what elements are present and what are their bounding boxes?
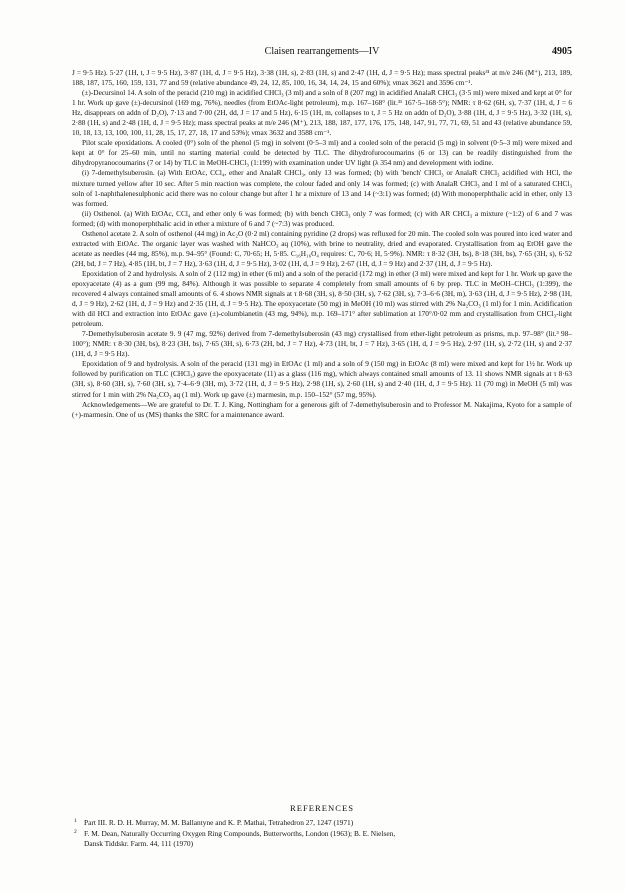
paragraph-osthenol-acetate: Osthenol acetate 2. A soln of osthenol (44 mg) in Ac₂O (0·2 ml) containing pyridine (2 drops) was refluxed for 20 min. The cooled soln was poured into iced water and extracted with EtOAc. The organic layer was washed with NaHCO₃ aq (10%), with brine to neutrality, dried and evaporated. Crystallisation from aq EtOH gave the acetate as needles (44 mg, 85%), m.p. 94–95° (Found: C, 70·65; H, 5·85. C₁₆H₁₆O₄ requires: C, 70·6; H, 5·9%). NMR: τ 8·32 (3H, bs), 8·18 (3H, bs), 7·65 (3H, s), 6·52 (2H, bd, J = 7 Hz), 4·85 (1H, bt, J = 7 Hz), 3·63 (1H, d, J = 9·5 Hz), 3·02 (1H, d, J = 9 Hz), 2·67 (1H, d, J = 9 Hz) and 2·37 (1H, d, J = 9·5 Hz). [72, 228, 572, 268]
paragraph-decursinol: (±)-Decursinol 14. A soln of the peracid (210 mg) in acidified CHCl₃ (3 ml) and a soln of 8 (207 mg) in acidified AnalaR CHCl₃ (3·5 ml) were mixed and kept at 0° for 1 hr. Work up gave (±)-decursinol (169 mg, 76%), needles (from EtOAc-light petroleum), m.p. 167–168° (lit.³¹ 167·5–168·5°); NMR: τ 8·62 (6H, s), 7·37 (1H, d, J = 6 Hz, disappears on addn of D₂O), 7·13 and 7·00 (2H, dd, J = 17 and 5 Hz), 6·15 (1H, m, collapses to t, J = 5 Hz on addn of D₂O), 3·88 (1H, d, J = 9·5 Hz), 3·32 (1H, s), 2·88 (1H, s) and 2·48 (1H, d, J = 9·5 Hz); mass spectral peaks at m/e 246 (M⁺), 213, 188, 187, 177, 176, 175, 148, 147, 91, 77, 71, 69, 51 and 43 (relative abundance 59, 10, 18, 13, 13, 100, 100, 11, 28, 15, 17, 27, 18, 17 and 53%); νmax 3632 and 3588 cm⁻¹. [72, 88, 572, 138]
running-title: Claisen rearrangements—IV [264, 46, 380, 57]
reference-continuation: Dansk Tiddskr. Farm. 44, 111 (1970) [84, 839, 194, 848]
references-list [72, 818, 572, 850]
page-number: 4905 [552, 46, 572, 57]
reference-text: F. M. Dean, Naturally Occurring Oxygen Ring Compounds, Butterworths, London (1963); B. E. Nielsen, [84, 828, 396, 838]
reference-number: 1 [74, 818, 77, 824]
paragraph-suberosin-acetate: 7-Demethylsuberosin acetate 9. 9 (47 mg, 92%) derived from 7-demethylsuberosin (43 mg) crystallised from ether-light petroleum as prisms, m.p. 97–98° (lit.³ 98–100°); NMR: τ 8·30 (3H, bs), 8·23 (3H, bs), 7·65 (3H, s), 6·73 (2H, bd, J = 7 Hz), 4·73 (1H, bt, J = 7 Hz), 3·65 (1H, d, J = 9·5 Hz), 2·97 (1H, s), 2·72 (1H, s) and 2·37 (1H, d, J = 9·5 Hz). [72, 329, 572, 359]
paragraph-osthenol: (ii) Osthenol. (a) With EtOAc, CCl₄ and ether only 6 was formed; (b) with bench CHCl₃ only 7 was formed; (c) with AR CHCl₃ a mixture (~1:2) of 6 and 7 was formed; (d) with monoperphthalic acid in ether a mixture of 6 and 7 (~7:3) was produced. [72, 208, 572, 228]
paragraph-pilot-scale: Pilot scale epoxidations. A cooled (0°) soln of the phenol (5 mg) in solvent (0·5–3 ml) and a cooled soln of the peracid (5 mg) in solvent (0·5–3 ml) were mixed and kept at 0° for 25–60 min, until no starting material could be detected by TLC. The dihydrofurocoumarins (6 or 13) can be readily distinguished from the dihydropyranocoumarins (7 or 14) by TLC in MeOH-CHCl₃ (1:199) with examination under UV light (λ 354 nm) and development with iodine. [72, 138, 572, 168]
reference-text: Part III. R. D. H. Murray, M. M. Ballantyne and K. P. Mathai, Tetrahedron 27, 1247 (1971) [84, 818, 354, 827]
page-header [72, 46, 572, 60]
paragraph-epoxidation-9: Epoxidation of 9 and hydrolysis. A soln of the peracid (131 mg) in EtOAc (1 ml) and a soln of 9 (150 mg) in EtOAc (8 ml) were mixed and kept for 1½ hr. Work up followed by purification on TLC (CHCl₃) gave the epoxyacetate (11) as a glass (116 mg), which always contained small amounts of 13. 11 shows NMR signals at τ 8·63 (3H, s), 8·60 (3H, s), 7·60 (3H, s), 7·4–6·9 (3H, m), 3·72 (1H, d, J = 9·5 Hz), 2·98 (1H, s), 2·60 (1H, s) and 2·40 (1H, d, J = 9·5 Hz). 11 (70 mg) in MeOH (5 ml) was stirred for 1 min with 2% Na₂CO₃ aq (1 ml). Work up gave (±) marmesin, m.p. 150–152° (57 mg, 95%). [72, 359, 572, 399]
references-heading: REFERENCES [290, 803, 354, 813]
paragraph-epoxidation-2: Epoxidation of 2 and hydrolysis. A soln of 2 (112 mg) in ether (6 ml) and a soln of the peracid (172 mg) in ether (3 ml) were mixed and kept for 1 hr. Work up gave the epoxyacetate (4) as a gum (99 mg, 84%). Although it was possible to separate 4 completely from small amounts of 6 by prep. TLC in MeOH–CHCl₃ (1:399), the recovered 4 always contained small amounts of 6. 4 shows NMR signals at τ 8·68 (3H, s), 8·50 (3H, s), 7·62 (3H, s), 7·3–6·6 (3H, m), 3·63 (1H, d, J = 9·5 Hz), 2·98 (1H, d, J = 9 Hz), 2·62 (1H, d, J = 9 Hz) and 2·35 (1H, d, J = 9·5 Hz). The epoxyacetate (50 mg) in MeOH (10 ml) was stirred with 2% Na₂CO₃ (1 ml) for 1 min. Acidification with dil HCl and extraction into EtOAc gave (±)-columbianetin (43 mg, 94%), m.p. 169–171° after sublimation at 170°/0·02 mm and crystallisation from CHCl₃-light petroleum. [72, 268, 572, 329]
reference-item [72, 818, 572, 829]
reference-item [72, 829, 572, 850]
paragraph-mass-spectral: J = 9·5 Hz). 5·27 (1H, t, J = 9·5 Hz), 3·87 (1H, d, J = 9·5 Hz), 3·38 (1H, s), 2·83 (1H, s) and 2·47 (1H, d, J = 9·5 Hz); mass spectral peaks³¹ at m/e 246 (M⁺), 213, 189, 188, 187, 175, 160, 159, 131, 77 and 59 (relative abundance 49, 24, 12, 85, 100, 16, 34, 14, 24, 15 and 60%); νmax 3621 and 3596 cm⁻¹. [72, 68, 572, 88]
paragraph-acknowledgements: Acknowledgements—We are grateful to Dr. T. J. King, Nottingham for a generous gift of 7-demethylsuberosin and to Professor M. Nakajima, Kyoto for a sample of (+)-marmesin. One of us (MS) thanks the SRC for a maintenance award. [72, 399, 572, 419]
experimental-text [72, 68, 572, 420]
paragraph-demethylsuberosin: (i) 7-demethylsuberosin. (a) With EtOAc, CCl₄, ether and AnalaR CHCl₃, only 13 was formed; (b) with 'bench' CHCl₃ or AnalaR CHCl₃ acidified with HCl, the mixture turned yellow after 10 sec. After 5 min reaction was complete, the colour faded and only 14 was formed; (c) with AnalaR CHCl₃ and 1 ml of a saturated CHCl₃ soln of 1-naphthalenesulphonic acid there was no colour change but after 1 hr a mixture of 13 and 14 (~3:1) was formed; (d) With monoperphthalic acid in ether, only 13 was formed. [72, 168, 572, 208]
reference-number: 2 [74, 828, 77, 835]
